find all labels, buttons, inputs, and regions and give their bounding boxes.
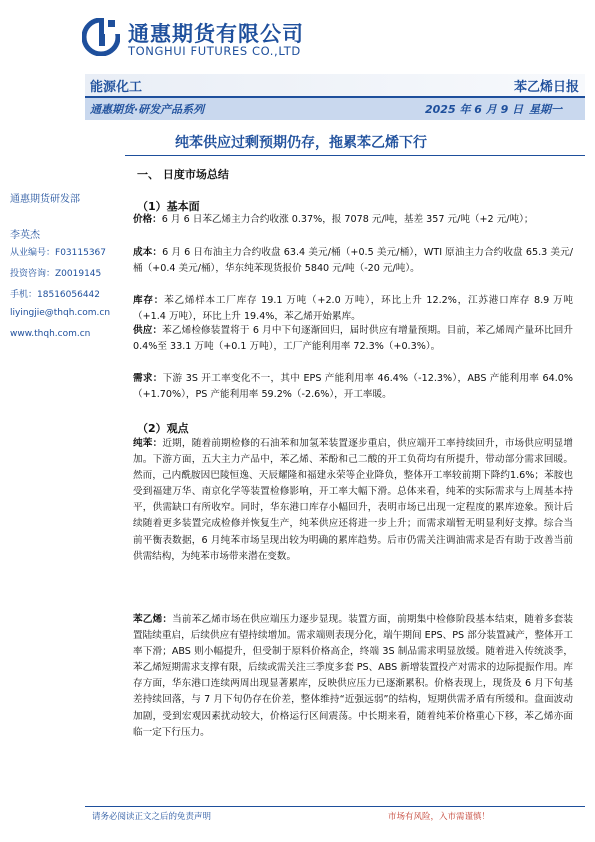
footer-rule	[85, 806, 585, 807]
report-weekday: 星期一	[529, 103, 562, 116]
footer-risk-warning: 市场有风险，入市需谨慎！	[388, 812, 491, 822]
paragraph-price: 价格：6 月 6 日苯乙烯主力合约收涨 0.37%，报 7078 元/吨，基差 357 元/吨（+2 元/吨）；	[133, 214, 534, 225]
company-name-en: TONGHUI FUTURES CO.,LTD	[128, 44, 301, 58]
subsection-heading: （2）观点	[137, 422, 189, 435]
subsection-heading: （1）基本面	[137, 200, 200, 213]
paragraph-inventory: 库存：苯乙烯样本工厂库存 19.1 万吨（+2.0 万吨），环比上升 12.2%，江苏港口库存 8.9 万吨（+1.4 万吨），环比上升 19.4%，苯乙烯开始累库。	[133, 295, 574, 323]
section-label: 能源化工	[90, 80, 143, 95]
section-heading: 一、 日度市场总结	[137, 168, 229, 181]
sidebar-website[interactable]: www.thqh.com.cn	[10, 329, 91, 339]
sidebar-analyst: 李英杰	[10, 230, 40, 241]
company-name-cn: 通惠期货有限公司	[128, 22, 304, 46]
title-rule	[125, 155, 585, 156]
paragraph-benzene: 纯苯：近期，随着前期检修的石油苯和加氢苯装置逐步重启，供应端开工率持续回升，市场供应明显增加。下游方面，五大主力产品中，苯乙烯、苯酚和己二酸的开工负荷均有所提升，带动部分需求回暖。然而，己内酰胺因巴陵恒逸、天辰耀隆和福建永荣等企业降负，整体开工率较前期下降约1.6%；苯胺也受到福建万华、南京化学等装置检修影响，开工率大幅下滑。总体来看，纯苯的实际需求与上周基本持平，供需缺口有所收窄。同时，华东港口库存小幅回升，表明市场已出现一定程度的累库迹象。预计后续随着更多装置完成检修并恢复生产，纯苯供应还将进一步上升；而需求端暂无明显利好支撑。综合当前平衡表数据，6 月纯苯市场呈现出较为明确的累库趋势。后市仍需关注调油需求是否有助于改善当前供需结构，为纯苯市场带来潜在变数。	[133, 438, 574, 562]
header-band	[85, 74, 585, 96]
sidebar-row: 从业编号：F03115367	[10, 248, 107, 258]
sidebar-dept: 通惠期货研发部	[10, 194, 80, 205]
company-logo-icon	[82, 18, 120, 56]
report-type-label: 苯乙烯日报	[513, 80, 579, 95]
series-label: 通惠期货·研发产品系列	[90, 103, 205, 116]
report-date: 2025 年 6 月 9 日	[425, 103, 524, 116]
paragraph-supply: 供应：苯乙烯检修装置将于 6 月中下旬逐渐回归，届时供应有增量预期。目前，苯乙烯周产量环比回升 0.4%至 33.1 万吨（+0.1 万吨），工厂产能利用率 72.3%（+0.3%）。	[133, 325, 574, 353]
paragraph-demand: 需求：下游 3S 开工率变化不一，其中 EPS 产能利用率 46.4%（-12.3%），ABS 产能利用率 64.0%（+1.70%），PS 产能利用率 59.2%（-2.6%），开工率暖。	[133, 373, 573, 401]
sidebar-email[interactable]: liyingjie@thqh.com.cn	[10, 308, 111, 318]
report-title: 纯苯供应过剩预期仍存，拖累苯乙烯下行	[175, 135, 427, 151]
sidebar-row: 投资咨询：Z0019145	[10, 269, 102, 279]
paragraph-styrene: 苯乙烯：当前苯乙烯市场在供应端压力逐步显现。装置方面，前期集中检修阶段基本结束，随着多套装置陆续重启，后续供应有望持续增加。需求端则表现分化，端午期间 EPS、PS 部分装置减产，整体开工率下滑；ABS 则小幅提升，但受制于原料价格高企，终端 3S 制品需求明显放缓。随着进入传统淡季，苯乙烯短期需求支撑有限，后续或需关注三季度多套 PS、ABS 新增装置投产对需求的边际提振作用。库存方面，华东港口连续两周出现显著累库，反映供应压力已逐渐累积。价格表现上，现货及 6 月下旬基差持续回落，与 7 月下旬仍存在价差，整体维持“近强远弱”的结构，短期供需矛盾有所缓和。盘面波动加剧，受到宏观因素扰动较大，价格运行区间震荡。中长期来看，随着纯苯价格重心下移，苯乙烯亦面临一定下行压力。	[133, 614, 574, 738]
paragraph-cost: 成本：6 月 6 日布油主力合约收盘 63.4 美元/桶（+0.5 美元/桶），WTI 原油主力合约收盘 65.3 美元/桶（+0.4 美元/桶），华东纯苯现货报价 5840 元/吨（-20 元/吨）。	[133, 247, 573, 275]
sidebar-row: 手机：18516056442	[10, 290, 101, 300]
footer-disclaimer: 请务必阅读正文之后的免责声明	[92, 812, 212, 822]
